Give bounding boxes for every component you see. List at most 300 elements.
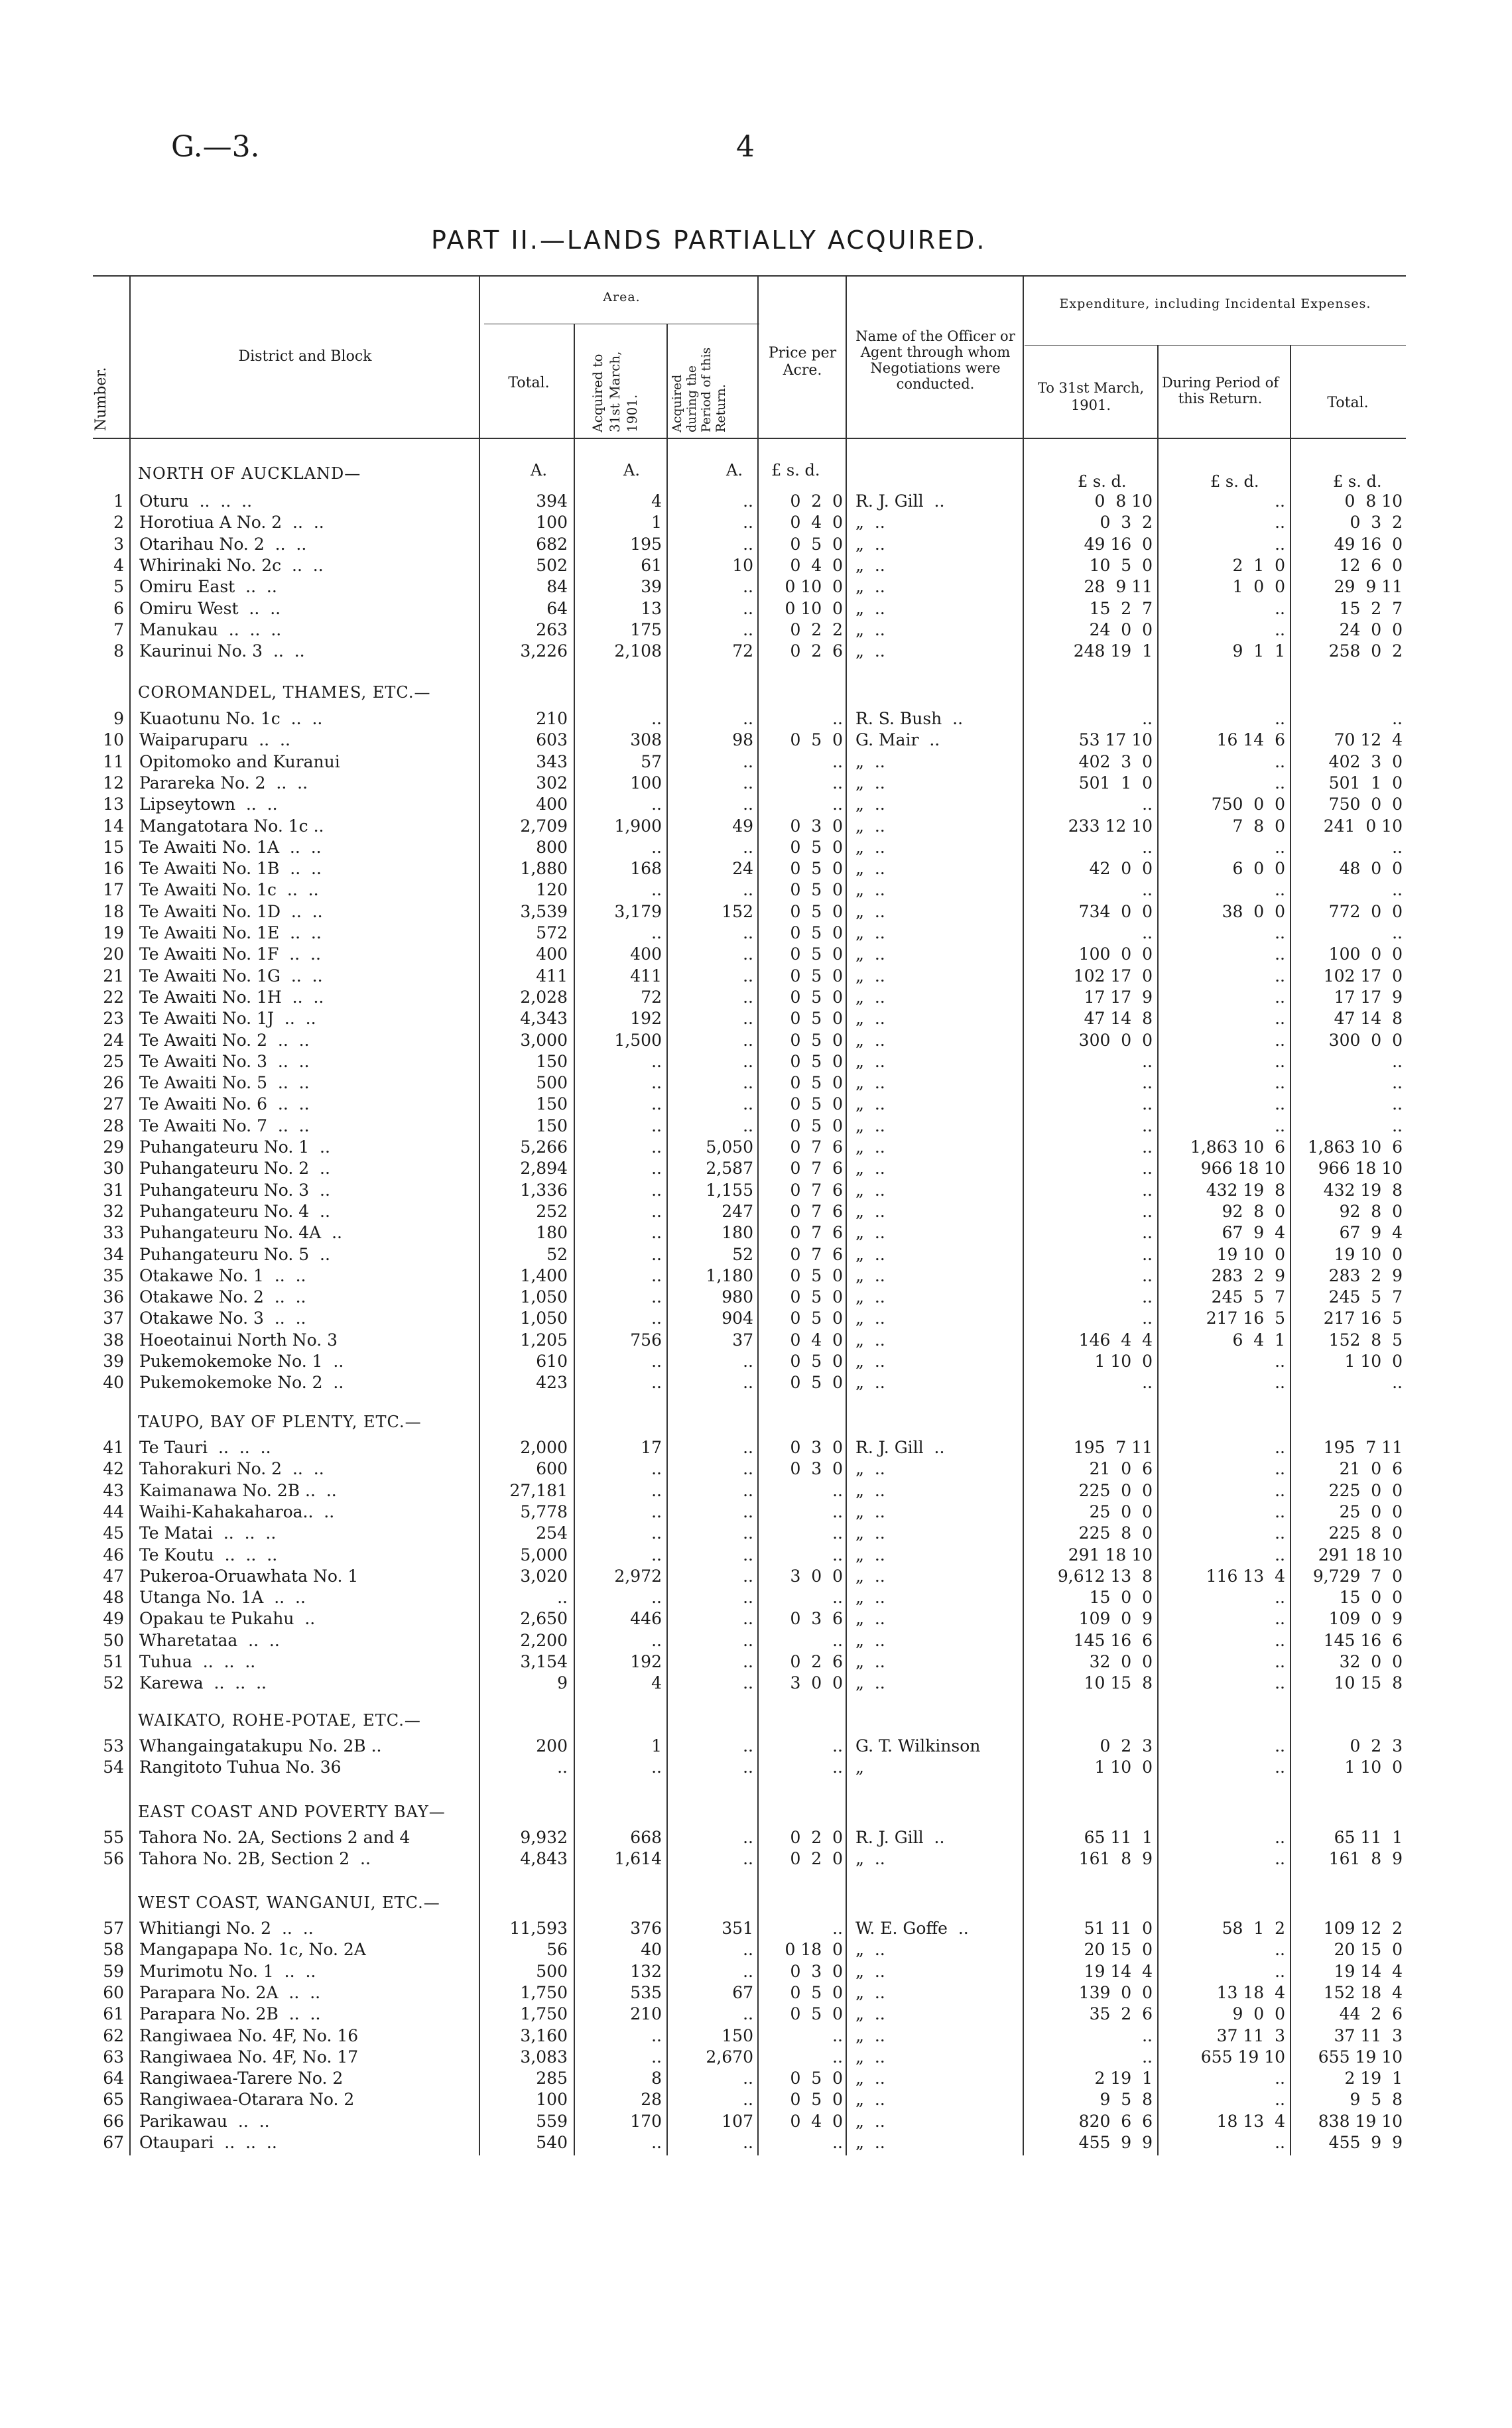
- cell-e1: 15 0 0: [1089, 1588, 1153, 1608]
- cell-e1: ..: [1142, 1201, 1153, 1221]
- cell-g: ..: [743, 577, 753, 597]
- cell-g: 2,587: [706, 1159, 753, 1179]
- cell-g: 37: [732, 1330, 753, 1350]
- cell-t: 2,894: [520, 1159, 568, 1179]
- cell-d: Te Awaiti No. 1J .. ..: [139, 1009, 316, 1029]
- cell-e1: 10 15 8: [1084, 1673, 1153, 1693]
- cell-e3: 838 19 10: [1318, 2111, 1403, 2131]
- cell-e3: 2 19 1: [1344, 2069, 1403, 2088]
- col-exp-group-header: Expenditure, including Incidental Expenses.: [1059, 296, 1371, 311]
- cell-p: 0 2 0: [790, 1849, 843, 1869]
- cell-o: „ ..: [855, 1609, 885, 1629]
- table-row: [0, 1372, 1512, 1393]
- cell-o: „ ..: [855, 1459, 885, 1479]
- cell-d: Te Awaiti No. 3 .. ..: [139, 1051, 310, 1071]
- table-row: [0, 773, 1512, 794]
- cell-t: 150: [536, 1051, 568, 1071]
- cell-n: 60: [103, 1982, 124, 2002]
- cell-e1: 146 4 4: [1078, 1330, 1153, 1350]
- cell-p: 0 5 0: [790, 901, 843, 921]
- cell-o: „ ..: [855, 944, 885, 964]
- rule-top: [93, 275, 1406, 277]
- cell-a: ..: [651, 2133, 662, 2152]
- cell-g: ..: [743, 1073, 753, 1093]
- cell-e3: 1,863 10 6: [1307, 1137, 1403, 1157]
- cell-n: 51: [103, 1652, 124, 1671]
- cell-g: ..: [743, 1480, 753, 1500]
- cell-e3: 225 8 0: [1328, 1523, 1403, 1543]
- section-heading: COROMANDEL, THAMES, ETC.—: [138, 683, 431, 702]
- cell-d: Otakawe No. 2 .. ..: [139, 1287, 306, 1307]
- cell-e3: 501 1 0: [1328, 773, 1403, 793]
- cell-a: ..: [651, 1287, 662, 1307]
- cell-e3: 37 11 3: [1334, 2025, 1403, 2045]
- cell-d: Te Awaiti No. 1H .. ..: [139, 987, 324, 1007]
- cell-d: Otaupari .. .. ..: [139, 2133, 277, 2152]
- cell-n: 46: [103, 1545, 124, 1565]
- cell-p: 0 5 0: [790, 987, 843, 1007]
- cell-t: 210: [536, 709, 568, 728]
- cell-p: ..: [832, 709, 843, 728]
- cell-t: 423: [536, 1373, 568, 1393]
- table-row: [0, 1480, 1512, 1502]
- cell-p: 0 5 0: [790, 2069, 843, 2088]
- cell-e1: 100 0 0: [1078, 944, 1153, 964]
- cell-e1: ..: [1142, 1180, 1153, 1200]
- cell-n: 21: [103, 966, 124, 986]
- table-row: [0, 966, 1512, 987]
- cell-d: Otakawe No. 1 .. ..: [139, 1265, 306, 1285]
- cell-p: 0 5 0: [790, 966, 843, 986]
- cell-a: ..: [651, 1159, 662, 1179]
- cell-p: 0 5 0: [790, 880, 843, 900]
- cell-g: 10: [732, 555, 753, 575]
- cell-e1: ..: [1142, 1116, 1153, 1135]
- cell-n: 61: [103, 2004, 124, 2024]
- cell-e1: ..: [1142, 837, 1153, 857]
- cell-p: ..: [832, 1630, 843, 1650]
- cell-e2: 966 18 10: [1200, 1159, 1285, 1179]
- cell-t: 502: [536, 555, 568, 575]
- cell-n: 30: [103, 1159, 124, 1179]
- cell-e1: ..: [1142, 1244, 1153, 1264]
- cell-o: „ ..: [855, 1223, 885, 1243]
- cell-a: 39: [641, 577, 662, 597]
- cell-n: 64: [103, 2069, 124, 2088]
- cell-t: 400: [536, 944, 568, 964]
- table-row: [0, 1201, 1512, 1222]
- cell-d: Tahorakuri No. 2 .. ..: [139, 1459, 324, 1479]
- cell-n: 49: [103, 1609, 124, 1629]
- cell-p: 0 5 0: [790, 1373, 843, 1393]
- cell-p: ..: [832, 1588, 843, 1608]
- cell-e3: 0 2 3: [1350, 1736, 1403, 1756]
- cell-g: 351: [722, 1919, 753, 1938]
- cell-a: 168: [630, 859, 662, 879]
- cell-d: Murimotu No. 1 .. ..: [139, 1961, 316, 1981]
- cell-n: 42: [103, 1459, 124, 1479]
- cell-e2: ..: [1275, 837, 1285, 857]
- cell-e2: ..: [1275, 2090, 1285, 2110]
- cell-e1: 225 0 0: [1078, 1480, 1153, 1500]
- cell-e1: ..: [1142, 795, 1153, 814]
- cell-n: 57: [103, 1919, 124, 1938]
- table-row: [0, 1757, 1512, 1778]
- cell-e3: 291 18 10: [1318, 1545, 1403, 1565]
- cell-a: ..: [651, 923, 662, 942]
- cell-n: 47: [103, 1566, 124, 1586]
- cell-p: 0 5 0: [790, 1982, 843, 2002]
- cell-e1: ..: [1142, 1373, 1153, 1393]
- col-area-during-header: Acquired during the Period of this Return.: [670, 347, 728, 432]
- cell-d: Puhangateuru No. 5 ..: [139, 1244, 330, 1264]
- cell-d: Otakawe No. 3 .. ..: [139, 1309, 306, 1328]
- cell-e1: 21 0 6: [1089, 1459, 1153, 1479]
- cell-o: „ ..: [855, 1652, 885, 1671]
- cell-p: 0 3 0: [790, 1961, 843, 1981]
- cell-e1: 24 0 0: [1089, 619, 1153, 639]
- cell-a: ..: [651, 2025, 662, 2045]
- cell-e1: 53 17 10: [1078, 730, 1153, 750]
- cell-t: 2,028: [520, 987, 568, 1007]
- table-row: [0, 2068, 1512, 2089]
- table-row: [0, 1287, 1512, 1308]
- table-row: [0, 1848, 1512, 1870]
- cell-g: 180: [722, 1223, 753, 1243]
- table-row: [0, 1094, 1512, 1115]
- cell-e2: ..: [1275, 1459, 1285, 1479]
- cell-a: ..: [651, 1201, 662, 1221]
- cell-o: R. J. Gill ..: [855, 1438, 945, 1457]
- table-row: [0, 1222, 1512, 1244]
- cell-p: 0 5 0: [790, 1352, 843, 1371]
- cell-e3: 49 16 0: [1334, 534, 1403, 554]
- cell-e1: 32 0 0: [1089, 1652, 1153, 1671]
- cell-e2: ..: [1275, 987, 1285, 1007]
- cell-n: 67: [103, 2133, 124, 2152]
- cell-g: ..: [743, 2004, 753, 2024]
- cell-g: ..: [743, 751, 753, 771]
- cell-d: Waiparuparu .. ..: [139, 730, 290, 750]
- cell-e1: 0 2 3: [1100, 1736, 1153, 1756]
- cell-n: 37: [103, 1309, 124, 1328]
- cell-n: 20: [103, 944, 124, 964]
- cell-n: 54: [103, 1757, 124, 1777]
- cell-n: 19: [103, 923, 124, 942]
- cell-o: „ ..: [855, 641, 885, 661]
- cell-g: ..: [743, 1502, 753, 1521]
- cell-a: 100: [630, 773, 662, 793]
- cell-e1: ..: [1142, 2047, 1153, 2067]
- cell-t: 3,160: [520, 2025, 568, 2045]
- table-row: [0, 1072, 1512, 1094]
- cell-d: Mangapapa No. 1c, No. 2A: [139, 1940, 366, 1960]
- cell-a: 308: [630, 730, 662, 750]
- cell-n: 33: [103, 1223, 124, 1243]
- cell-g: ..: [743, 1373, 753, 1393]
- cell-o: „ ..: [855, 1201, 885, 1221]
- cell-n: 58: [103, 1940, 124, 1960]
- cell-t: 100: [536, 513, 568, 533]
- cell-g: ..: [743, 491, 753, 511]
- col-exp-during-header: During Period of this Return.: [1161, 375, 1279, 407]
- cell-e1: ..: [1142, 709, 1153, 728]
- col-exp-to-header: To 31st March, 1901.: [1037, 380, 1145, 413]
- cell-e2: 217 16 5: [1206, 1309, 1285, 1328]
- cell-a: ..: [651, 2047, 662, 2067]
- cell-e1: ..: [1142, 1309, 1153, 1328]
- cell-o: R. J. Gill ..: [855, 491, 945, 511]
- cell-e1: 291 18 10: [1068, 1545, 1153, 1565]
- cell-e1: ..: [1142, 1265, 1153, 1285]
- table-row: [0, 1265, 1512, 1287]
- cell-e2: ..: [1275, 1849, 1285, 1869]
- cell-e1: 734 0 0: [1078, 901, 1153, 921]
- table-row: [0, 987, 1512, 1008]
- cell-p: 0 5 0: [790, 1265, 843, 1285]
- cell-o: „: [855, 1757, 864, 1777]
- cell-e1: 1 10 0: [1094, 1352, 1153, 1371]
- cell-n: 15: [103, 837, 124, 857]
- cell-a: 1,900: [614, 816, 662, 836]
- cell-d: Rangitoto Tuhua No. 36: [139, 1757, 342, 1777]
- cell-d: Puhangateuru No. 4 ..: [139, 1201, 330, 1221]
- cell-a: 13: [641, 598, 662, 618]
- cell-p: 0 7 6: [790, 1201, 843, 1221]
- cell-p: 0 5 0: [790, 859, 843, 879]
- cell-n: 25: [103, 1051, 124, 1071]
- cell-d: Karewa .. .. ..: [139, 1673, 267, 1693]
- cell-g: 98: [732, 730, 753, 750]
- cell-a: ..: [651, 1352, 662, 1371]
- cell-g: 1,180: [706, 1265, 753, 1285]
- cell-e1: 19 14 4: [1084, 1961, 1153, 1981]
- cell-e2: 19 10 0: [1216, 1244, 1285, 1264]
- cell-g: ..: [743, 1828, 753, 1847]
- cell-o: „ ..: [855, 773, 885, 793]
- cell-d: Te Awaiti No. 1D .. ..: [139, 901, 323, 921]
- cell-p: 0 2 0: [790, 491, 843, 511]
- cell-t: 540: [536, 2133, 568, 2152]
- cell-o: „ ..: [855, 1982, 885, 2002]
- cell-a: 8: [651, 2069, 662, 2088]
- cell-e1: 0 8 10: [1094, 491, 1153, 511]
- cell-e2: 9 0 0: [1232, 2004, 1285, 2024]
- cell-t: 263: [536, 619, 568, 639]
- cell-a: ..: [651, 1223, 662, 1243]
- cell-p: 0 3 0: [790, 816, 843, 836]
- cell-t: 610: [536, 1352, 568, 1371]
- cell-g: ..: [743, 2133, 753, 2152]
- cell-e2: ..: [1275, 1116, 1285, 1135]
- cell-d: Te Matai .. .. ..: [139, 1523, 277, 1543]
- cell-n: 65: [103, 2090, 124, 2110]
- cell-t: 9,932: [520, 1828, 568, 1847]
- cell-o: „ ..: [855, 1137, 885, 1157]
- cell-e1: 49 16 0: [1084, 534, 1153, 554]
- cell-t: 84: [546, 577, 568, 597]
- cell-a: 57: [641, 751, 662, 771]
- cell-n: 66: [103, 2111, 124, 2131]
- unit-area-during: A.: [726, 461, 743, 479]
- table-row: [0, 1180, 1512, 1201]
- cell-e2: 283 2 9: [1211, 1265, 1285, 1285]
- cell-e2: 6 4 1: [1232, 1330, 1285, 1350]
- cell-t: 11,593: [509, 1919, 568, 1938]
- cell-o: „ ..: [855, 1030, 885, 1050]
- cell-d: Rangiwaea No. 4F, No. 17: [139, 2047, 359, 2067]
- cell-e1: 248 19 1: [1073, 641, 1153, 661]
- cell-e3: 241 0 10: [1323, 816, 1403, 836]
- cell-e3: 225 0 0: [1328, 1480, 1403, 1500]
- cell-g: ..: [743, 1609, 753, 1629]
- cell-d: Opitomoko and Kuranui: [139, 751, 340, 771]
- cell-n: 3: [113, 534, 124, 554]
- cell-p: ..: [832, 1736, 843, 1756]
- cell-a: 2,972: [614, 1566, 662, 1586]
- cell-e3: 29 9 11: [1334, 577, 1403, 597]
- cell-o: „ ..: [855, 751, 885, 771]
- cell-t: 4,343: [520, 1009, 568, 1029]
- cell-d: Puhangateuru No. 4A ..: [139, 1223, 343, 1243]
- table-row: [0, 1437, 1512, 1458]
- page-number: 4: [736, 130, 755, 164]
- cell-a: ..: [651, 1116, 662, 1135]
- unit-price: £ s. d.: [771, 461, 820, 479]
- section-heading: TAUPO, BAY OF PLENTY, ETC.—: [138, 1413, 422, 1431]
- cell-e2: ..: [1275, 773, 1285, 793]
- cell-e2: ..: [1275, 1757, 1285, 1777]
- cell-p: ..: [832, 751, 843, 771]
- cell-a: 756: [630, 1330, 662, 1350]
- cell-e2: ..: [1275, 1828, 1285, 1847]
- cell-o: G. Mair ..: [855, 730, 940, 750]
- cell-t: 2,000: [520, 1438, 568, 1457]
- cell-d: Mangatotara No. 1c ..: [139, 816, 324, 836]
- cell-a: 28: [641, 2090, 662, 2110]
- cell-e1: 42 0 0: [1089, 859, 1153, 879]
- cell-d: Otarihau No. 2 .. ..: [139, 534, 307, 554]
- cell-p: 0 3 0: [790, 1438, 843, 1457]
- cell-p: 0 3 0: [790, 1459, 843, 1479]
- cell-a: ..: [651, 1459, 662, 1479]
- cell-a: 40: [641, 1940, 662, 1960]
- table-row: [0, 2025, 1512, 2047]
- cell-d: Tuhua .. .. ..: [139, 1652, 256, 1671]
- cell-p: 0 5 0: [790, 923, 843, 942]
- cell-t: 2,650: [520, 1609, 568, 1629]
- cell-e3: 432 19 8: [1323, 1180, 1403, 1200]
- table-row: [0, 751, 1512, 773]
- cell-e1: 820 6 6: [1078, 2111, 1153, 2131]
- cell-g: ..: [743, 2069, 753, 2088]
- cell-o: „ ..: [855, 577, 885, 597]
- section-heading: WEST COAST, WANGANUI, ETC.—: [138, 1893, 440, 1912]
- cell-t: 200: [536, 1736, 568, 1756]
- cell-e3: ..: [1392, 880, 1403, 900]
- cell-e3: 15 2 7: [1339, 598, 1403, 618]
- cell-e2: ..: [1275, 598, 1285, 618]
- cell-o: „ ..: [855, 1673, 885, 1693]
- cell-o: „ ..: [855, 901, 885, 921]
- table-row: [0, 1587, 1512, 1608]
- cell-d: Puhangateuru No. 2 ..: [139, 1159, 330, 1179]
- cell-e3: 195 7 11: [1323, 1438, 1403, 1457]
- table-row: [0, 1982, 1512, 2004]
- cell-e2: ..: [1275, 1030, 1285, 1050]
- table-row: [0, 794, 1512, 815]
- cell-d: Rangiwaea-Otarara No. 2: [139, 2090, 355, 2110]
- cell-t: 1,050: [520, 1287, 568, 1307]
- cell-g: ..: [743, 534, 753, 554]
- cell-n: 44: [103, 1502, 124, 1521]
- cell-e3: 455 9 9: [1328, 2133, 1403, 2152]
- cell-o: „ ..: [855, 1265, 885, 1285]
- cell-n: 50: [103, 1630, 124, 1650]
- cell-p: ..: [832, 1502, 843, 1521]
- cell-e3: ..: [1392, 923, 1403, 942]
- table-row: [0, 1330, 1512, 1351]
- cell-t: 150: [536, 1116, 568, 1135]
- cell-n: 12: [103, 773, 124, 793]
- cell-a: 1,500: [614, 1030, 662, 1050]
- cell-e1: 102 17 0: [1073, 966, 1153, 986]
- cell-n: 34: [103, 1244, 124, 1264]
- cell-e2: 37 11 3: [1216, 2025, 1285, 2045]
- cell-e2: ..: [1275, 513, 1285, 533]
- cell-g: ..: [743, 1940, 753, 1960]
- cell-e3: 1 10 0: [1344, 1757, 1403, 1777]
- cell-t: 343: [536, 751, 568, 771]
- table-row: [0, 512, 1512, 533]
- cell-e2: 6 0 0: [1232, 859, 1285, 879]
- cell-e1: 0 3 2: [1100, 513, 1153, 533]
- cell-p: 0 5 0: [790, 1030, 843, 1050]
- cell-e3: 0 3 2: [1350, 513, 1403, 533]
- cell-e1: 10 5 0: [1089, 555, 1153, 575]
- cell-o: „ ..: [855, 987, 885, 1007]
- cell-o: „ ..: [855, 1009, 885, 1029]
- section-heading: EAST COAST AND POVERTY BAY—: [138, 1803, 446, 1821]
- cell-p: 0 2 2: [790, 619, 843, 639]
- cell-g: ..: [743, 1051, 753, 1071]
- table-row: [0, 598, 1512, 619]
- cell-a: ..: [651, 795, 662, 814]
- cell-e2: ..: [1275, 1736, 1285, 1756]
- unit-exp-during: £ s. d.: [1210, 472, 1259, 491]
- cell-n: 38: [103, 1330, 124, 1350]
- cell-e1: 225 8 0: [1078, 1523, 1153, 1543]
- cell-e3: 1 10 0: [1344, 1352, 1403, 1371]
- table-row: [0, 1030, 1512, 1051]
- cell-d: Whangaingatakupu No. 2B ..: [139, 1736, 382, 1756]
- cell-n: 7: [113, 619, 124, 639]
- cell-e1: ..: [1142, 1223, 1153, 1243]
- cell-d: Te Awaiti No. 2 .. ..: [139, 1030, 310, 1050]
- unit-exp-total: £ s. d.: [1333, 472, 1382, 491]
- cell-o: „ ..: [855, 513, 885, 533]
- col-exp-total-header: Total.: [1327, 395, 1369, 411]
- cell-e2: ..: [1275, 619, 1285, 639]
- cell-p: 0 3 6: [790, 1609, 843, 1629]
- cell-e2: ..: [1275, 1961, 1285, 1981]
- cell-e1: 455 9 9: [1078, 2133, 1153, 2152]
- cell-t: 1,336: [520, 1180, 568, 1200]
- cell-e3: 17 17 9: [1334, 987, 1403, 1007]
- cell-p: 0 7 6: [790, 1137, 843, 1157]
- table-row: [0, 555, 1512, 576]
- cell-o: „ ..: [855, 859, 885, 879]
